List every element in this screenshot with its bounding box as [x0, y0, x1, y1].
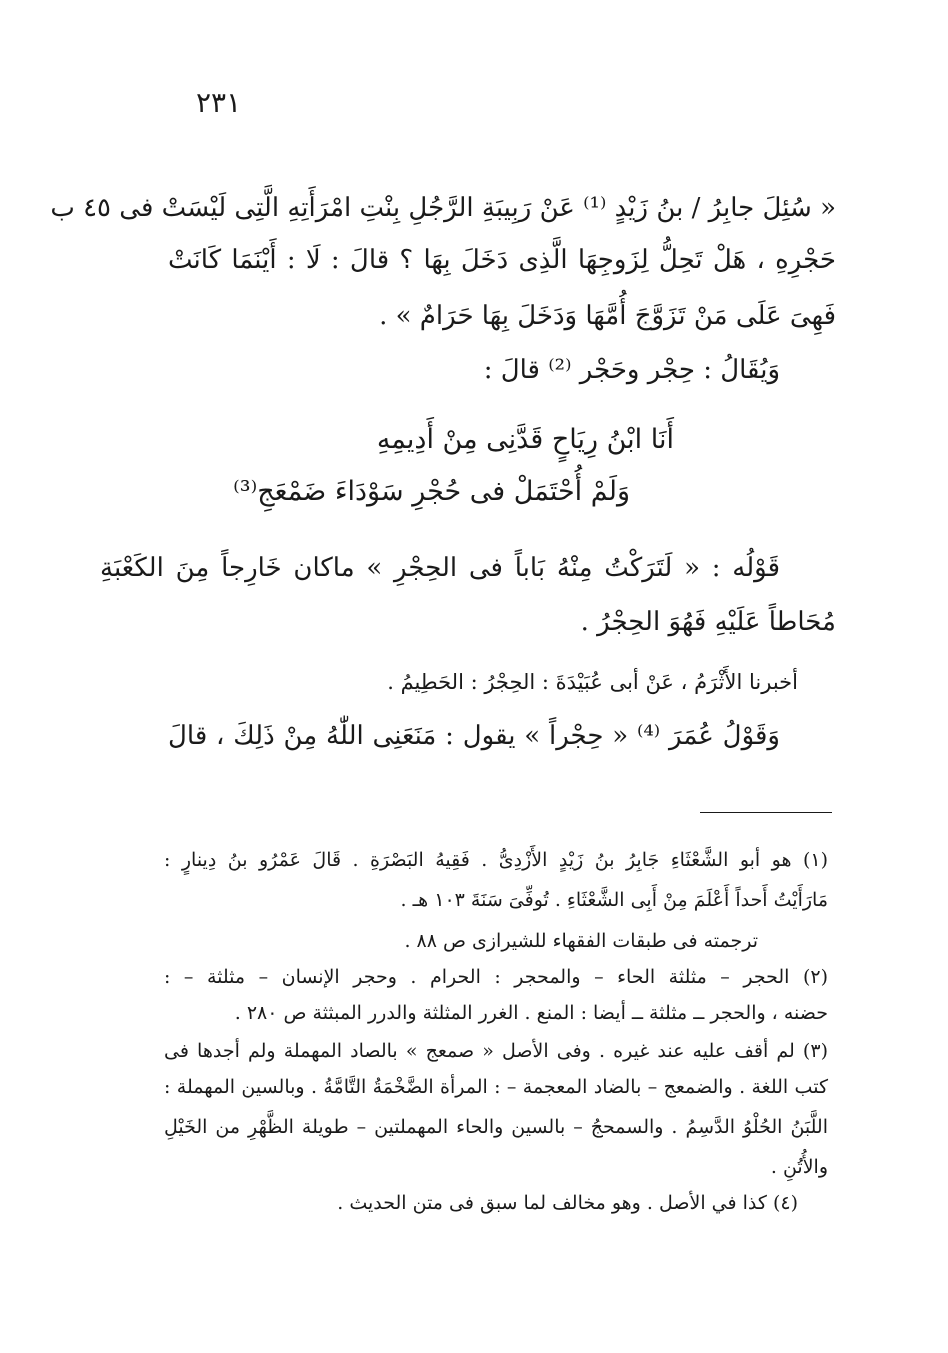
main-text-line-3: فَهِىَ عَلَى مَنْ تَزَوَّجَ أُمَّهَا وَدَخَلَ بِهَا حَرَامٌ » . — [379, 301, 836, 331]
main-text-line-4: وَيُقَالُ : حِجْر وحَجْر ⁽²⁾ قالَ : — [483, 355, 780, 385]
footnote-1-line-1: (١) هو أبو الشَّعْثَاءِ جَابِرُ بنُ زَيْدٍ الأَزْدِىُّ . فَقِيهُ البَصْرَةِ . قَالَ عَمْرُو بنُ دِينارٍ : — [164, 849, 828, 871]
footnote-3-line-4: والأُتُنِ . — [770, 1156, 828, 1178]
footnote-3-line-1: (٣) لم أقف عليه عند غيره . وفى الأصل « صمعج » بالصاد المهملة ولم أجدها فى — [164, 1040, 828, 1062]
verse-line-1: أَنَا ابْنُ رِيَاحٍ قَدَّنِى مِنْ أَدِيمِهِ — [376, 424, 674, 455]
footnote-2-line-2: حضنه ، والحجر ــ مثلثة ــ أيضا : المنع . الغرر المثلثة والدرر المبثثة ص ٢٨٠ . — [234, 1002, 828, 1024]
verse-line-2: وَلَمْ أُحْتَمَلْ فى حُجْرِ سَوْدَاءَ ضَمْعَجِ⁽³⁾ — [233, 476, 630, 507]
footnote-2-line-1: (٢) الحجر – مثلثة الحاء – والمحجر : الحرام . وحجر الإنسان – مثلثة – : — [164, 966, 828, 988]
page-number: ٢٣١ — [196, 86, 242, 119]
commentary-small-line: أخبرنا الأَثْرَمُ ، عَنْ أبى عُبَيْدَةَ : الحِجْرُ : الحَطِيمُ . — [387, 670, 798, 694]
footnote-4-line-1: (٤) كذا في الأصل . وهو مخالف لما سبق فى متن الحديث . — [337, 1192, 798, 1214]
main-text-line-2: حَجْرِهِ ، هَلْ تَحِلُّ لِزَوجِهَا الَّذِى دَخَلَ بِهَا ؟ قالَ : لَا : أَيْنَمَا كَانَتْ — [168, 245, 836, 275]
main-text-line-1: « سُئِلَ جابِرُ / بنُ زَيْدٍ ⁽¹⁾ عَنْ رَبِيبَةِ الرَّجُلِ بِنْتِ امْرَأَتِهِ الَّتِى لَيْسَتْ فى ٤٥ ب — [50, 193, 836, 223]
footnote-1-line-3: ترجمته فى طبقات الفقهاء للشيرازى ص ٨٨ . — [404, 930, 758, 952]
commentary-line-3: وَقَوْلُ عُمَرَ ⁽⁴⁾ « حِجْراً » يقول : مَنَعَنِى اللّٰهُ مِنْ ذَلِكَ ، قالَ — [168, 721, 780, 751]
footnote-3-line-3: اللَّبَنُ الحُلْوُ الدَّسِمُ . والسمحجُ – بالسين والحاء المهملتين – طويلة الظَّهْرِ من الخَيْلِ — [164, 1116, 828, 1138]
footnote-divider — [700, 812, 832, 813]
commentary-line-2: مُحَاطاً عَلَيْهِ فَهُوَ الحِجْرُ . — [580, 607, 836, 637]
commentary-line-1: قَوْلُه : « لَتَرَكْتُ مِنْهُ بَاباً فى الحِجْرِ » ماكان خَارِجاً مِنَ الكَعْبَةِ — [100, 553, 780, 583]
footnote-1-line-2: مَارَأَيْتُ أَحداً أَعْلَمَ مِنْ أَبِى الشَّعْثَاءِ . تُوفِّىَ سَنَةَ ١٠٣ هـ . — [400, 889, 828, 911]
footnote-3-line-2: كتب اللغة . والضمعج – بالضاد المعجمة – : المرأة الضَّخْمَةُ التَّامَّةُ . وبالسين المهملة : — [164, 1076, 828, 1098]
